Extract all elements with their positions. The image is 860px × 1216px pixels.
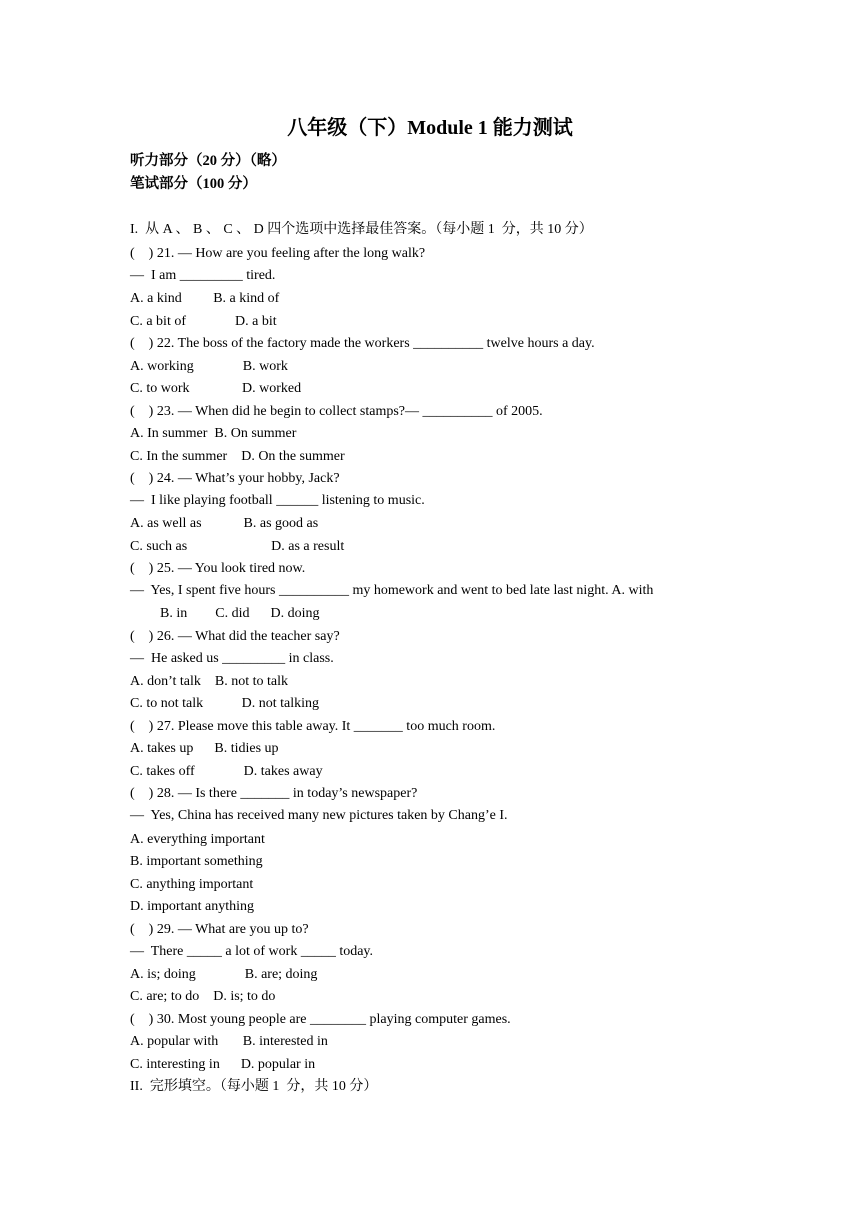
question-23-options-cd: C. In the summer D. On the summer: [130, 449, 345, 464]
question-28-option-c: C. anything important: [130, 877, 254, 892]
question-30-options-cd: C. interesting in D. popular in: [130, 1057, 316, 1072]
question-25-options: B. in C. did D. doing: [160, 606, 320, 621]
question-28-option-d: D. important anything: [130, 899, 255, 914]
question-28-option-b: B. important something: [130, 854, 263, 869]
question-30-options-ab: A. popular with B. interested in: [130, 1034, 328, 1049]
section1-heading: I. 从 A 、 B 、 C 、 D 四个选项中选择最佳答案。（每小题 1 分，共 10 分）: [130, 222, 593, 237]
section2-heading: II. 完形填空。（每小题 1 分，共 10 分）: [130, 1079, 378, 1094]
question-30-stem: ( ) 30. Most young people are ________ playing computer games.: [130, 1012, 511, 1027]
question-27-stem: ( ) 27. Please move this table away. It _______ too much room.: [130, 719, 496, 734]
written-heading: 笔试部分（100 分）: [130, 176, 257, 192]
listening-heading: 听力部分（20 分）（略）: [130, 153, 286, 169]
question-29-options-ab: A. is; doing B. are; doing: [130, 967, 318, 982]
question-25-dialogue: — Yes, I spent five hours __________ my homework and went to bed late last night. A. with: [130, 583, 654, 598]
question-27-options-cd: C. takes off D. takes away: [130, 764, 323, 779]
question-28-option-a: A. everything important: [130, 832, 265, 847]
question-28-dialogue: — Yes, China has received many new pictures taken by Chang’e I.: [130, 808, 508, 823]
question-23-options-ab: A. In summer B. On summer: [130, 426, 297, 441]
question-26-options-ab: A. don’t talk B. not to talk: [130, 674, 289, 689]
question-26-dialogue: — He asked us _________ in class.: [130, 651, 334, 666]
question-21-options-ab: A. a kind B. a kind of: [130, 291, 280, 306]
question-22-options-cd: C. to work D. worked: [130, 381, 302, 396]
question-24-dialogue: — I like playing football ______ listening to music.: [130, 493, 425, 508]
question-27-options-ab: A. takes up B. tidies up: [130, 741, 279, 756]
question-24-options-ab: A. as well as B. as good as: [130, 516, 319, 531]
question-29-dialogue: — There _____ a lot of work _____ today.: [130, 944, 374, 959]
question-21-options-cd: C. a bit of D. a bit: [130, 314, 277, 329]
question-21-dialogue: — I am _________ tired.: [130, 268, 276, 283]
question-24-options-cd: C. such as D. as a result: [130, 539, 345, 554]
question-21-stem: ( ) 21. — How are you feeling after the long walk?: [130, 246, 426, 261]
question-24-stem: ( ) 24. — What’s your hobby, Jack?: [130, 471, 340, 486]
question-29-options-cd: C. are; to do D. is; to do: [130, 989, 276, 1004]
page-title: 八年级（下）Module 1 能力测试: [287, 117, 573, 139]
question-29-stem: ( ) 29. — What are you up to?: [130, 922, 309, 937]
question-26-stem: ( ) 26. — What did the teacher say?: [130, 629, 340, 644]
question-22-options-ab: A. working B. work: [130, 359, 288, 374]
question-26-options-cd: C. to not talk D. not talking: [130, 696, 319, 711]
question-25-stem: ( ) 25. — You look tired now.: [130, 561, 306, 576]
question-23-stem: ( ) 23. — When did he begin to collect stamps?— __________ of 2005.: [130, 404, 543, 419]
question-28-stem: ( ) 28. — Is there _______ in today’s newspaper?: [130, 786, 418, 801]
question-22-stem: ( ) 22. The boss of the factory made the workers __________ twelve hours a day.: [130, 336, 595, 351]
